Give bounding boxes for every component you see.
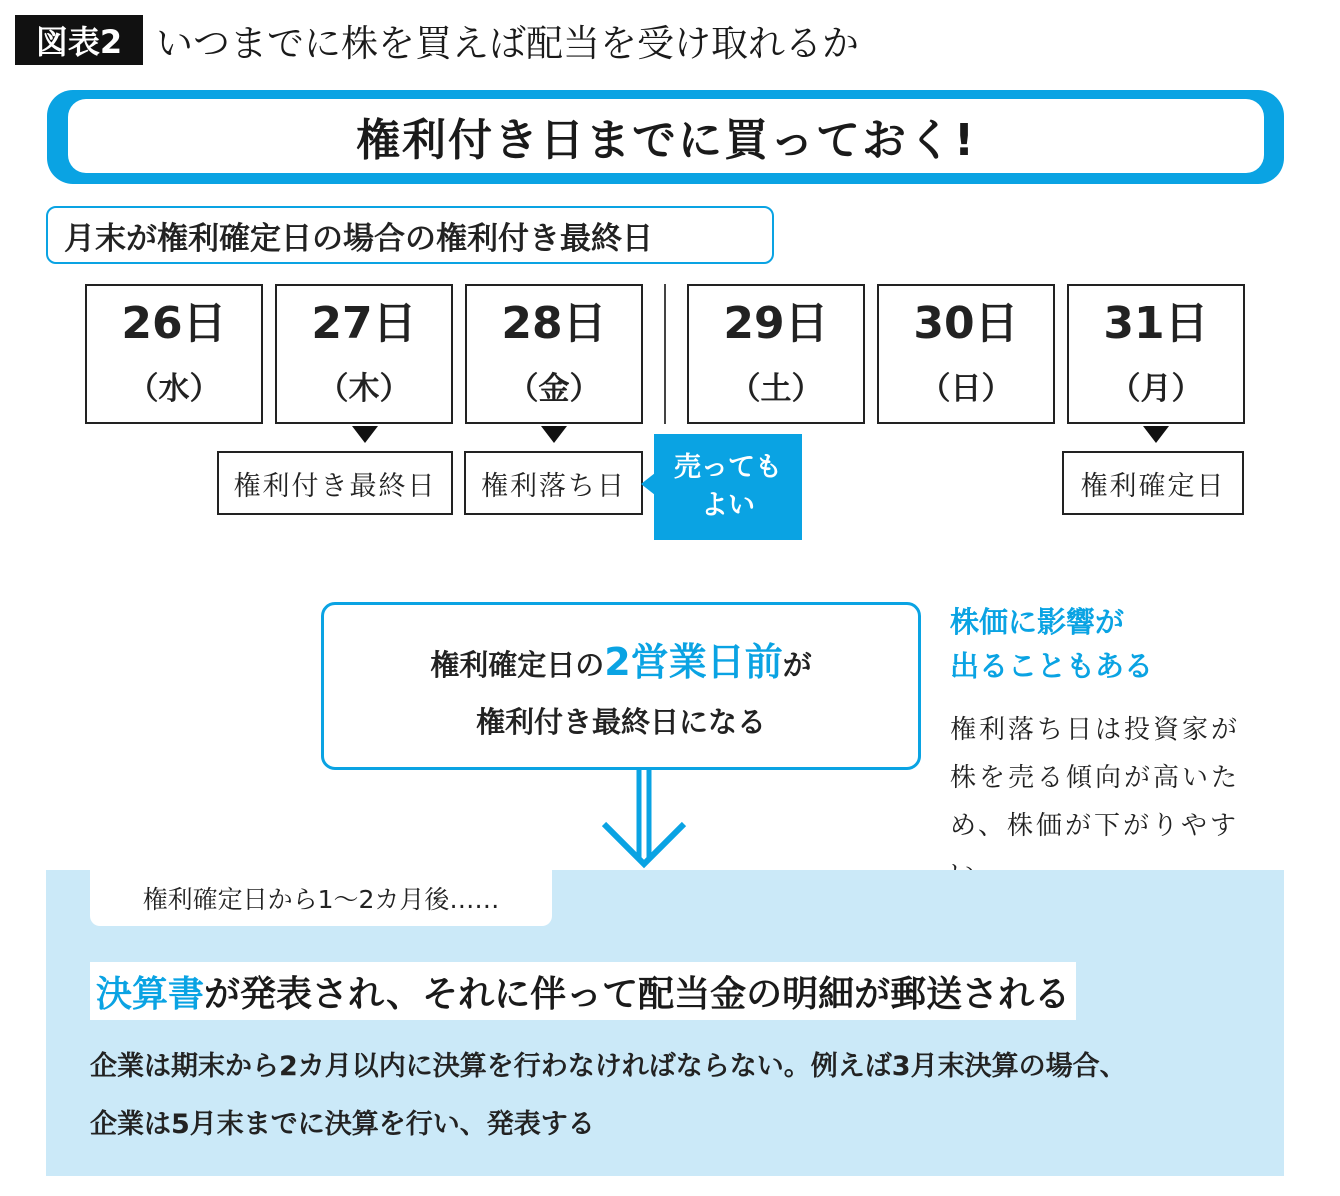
figure-title: いつまでに株を買えば配当を受け取れるか bbox=[156, 22, 859, 65]
day-weekday: （水） bbox=[127, 370, 221, 407]
day-box-27 bbox=[275, 284, 453, 424]
day-weekday: （月） bbox=[1109, 370, 1203, 407]
panel-headline bbox=[90, 962, 1076, 1020]
rule-line-1 bbox=[430, 631, 811, 686]
side-note-line: め、株価が下がりやす bbox=[950, 811, 1239, 841]
side-note-heading-line: 株価に影響が bbox=[950, 605, 1125, 639]
headline-banner: 権利付き日までに買っておく! bbox=[68, 99, 1264, 173]
pointer-down-icon bbox=[1143, 426, 1169, 443]
rule-box bbox=[321, 602, 921, 770]
day-date: 27日 bbox=[311, 298, 417, 350]
day-date: 29日 bbox=[723, 298, 829, 350]
day-date: 26日 bbox=[121, 298, 227, 350]
day-box-31 bbox=[1067, 284, 1245, 424]
pointer-down-icon bbox=[541, 426, 567, 443]
day-date: 30日 bbox=[913, 298, 1019, 350]
day-weekday: （金） bbox=[507, 370, 601, 407]
day-box-29 bbox=[687, 284, 865, 424]
panel-headline-highlight: 決算書 bbox=[96, 973, 205, 1015]
record-day-label: 権利確定日 bbox=[1062, 451, 1244, 515]
rule-highlight: 2営業日前 bbox=[604, 640, 783, 684]
sell-ok-callout bbox=[654, 434, 802, 540]
panel-body-line: 企業は期末から2カ月以内に決算を行わなければならない。例えば3月末決算の場合、 bbox=[90, 1051, 1127, 1082]
day-date: 28日 bbox=[501, 298, 607, 350]
callout-notch-icon bbox=[641, 473, 655, 495]
side-note-heading-line: 出ることもある bbox=[950, 649, 1154, 683]
down-arrow-icon bbox=[596, 768, 692, 872]
subheading: 月末が権利確定日の場合の権利付き最終日 bbox=[46, 206, 774, 264]
pointer-down-icon bbox=[352, 426, 378, 443]
side-note-line: 株を売る傾向が高いた bbox=[950, 763, 1241, 793]
day-box-30 bbox=[877, 284, 1055, 424]
day-weekday: （木） bbox=[317, 370, 411, 407]
ex-rights-day-label: 権利落ち日 bbox=[464, 451, 643, 515]
last-rights-day-label: 権利付き最終日 bbox=[217, 451, 453, 515]
rule-prefix: 権利確定日の bbox=[430, 648, 605, 682]
panel-body bbox=[90, 1038, 1260, 1154]
day-weekday: （土） bbox=[729, 370, 823, 407]
rule-line-2: 権利付き最終日になる bbox=[475, 705, 766, 739]
callout-line: 売っても bbox=[674, 452, 782, 483]
day-weekday: （日） bbox=[919, 370, 1013, 407]
panel-headline-rest: が発表され、それに伴って配当金の明細が郵送される bbox=[204, 973, 1071, 1015]
side-note-line: 権利落ち日は投資家が bbox=[950, 715, 1241, 745]
callout-line: よい bbox=[701, 490, 755, 521]
rule-suffix: が bbox=[782, 648, 812, 682]
week-divider bbox=[664, 284, 666, 424]
day-date: 31日 bbox=[1103, 298, 1209, 350]
day-box-28 bbox=[465, 284, 643, 424]
side-note-heading bbox=[950, 600, 1330, 688]
panel-tab: 権利確定日から1〜2カ月後…… bbox=[90, 870, 552, 926]
figure-label: 図表2 bbox=[15, 15, 143, 65]
panel-body-line: 企業は5月末までに決算を行い、発表する bbox=[90, 1109, 595, 1140]
day-box-26 bbox=[85, 284, 263, 424]
